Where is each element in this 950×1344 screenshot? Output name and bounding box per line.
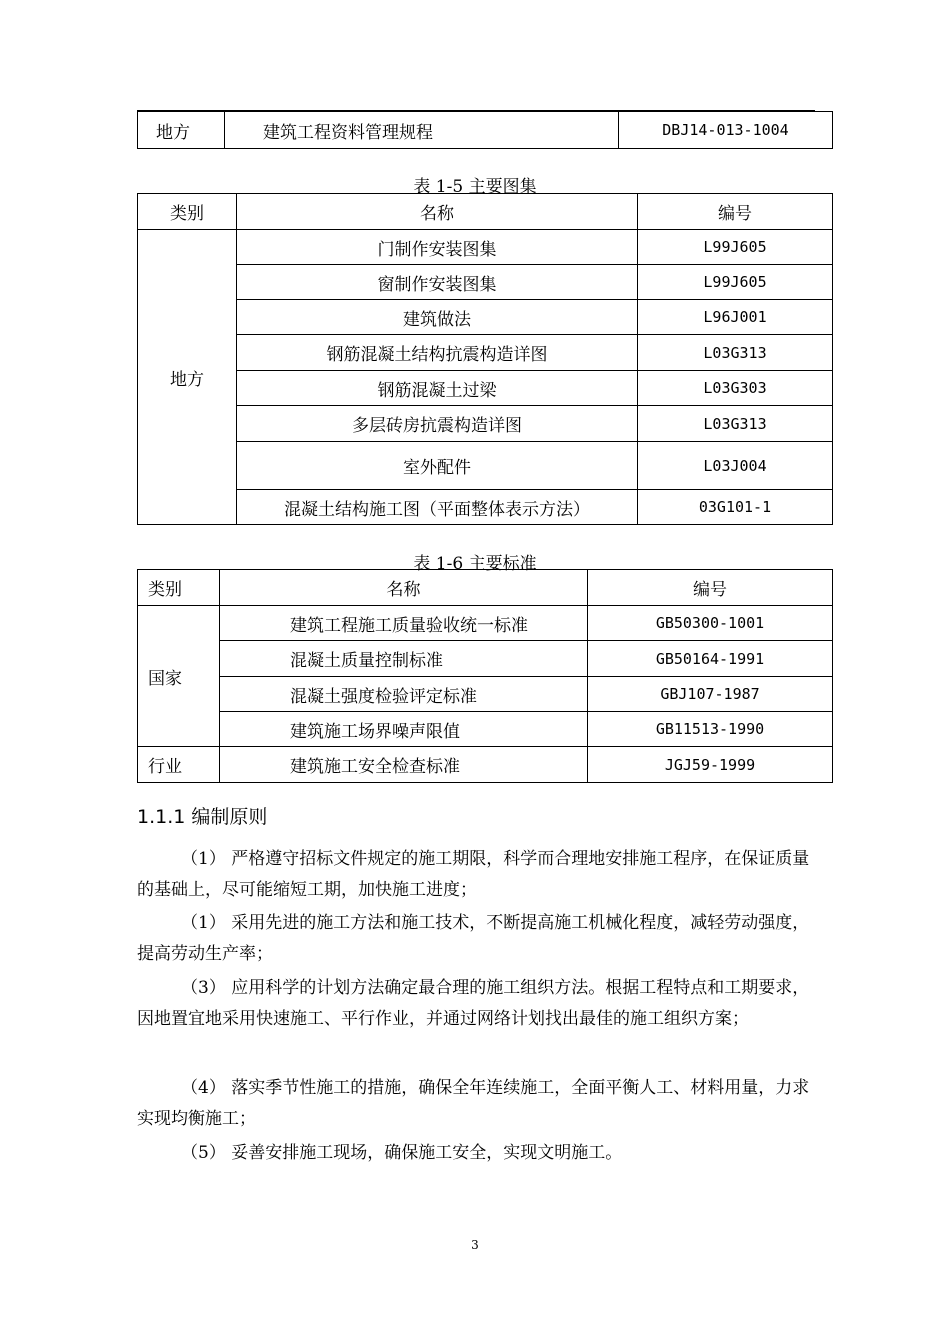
- cell-name: 钢筋混凝土过梁: [237, 371, 638, 406]
- cell-name: 多层砖房抗震构造详图: [237, 406, 638, 442]
- table-row: [138, 371, 833, 406]
- cell-name: 混凝土结构施工图（平面整体表示方法）: [237, 490, 638, 525]
- table-1-6: [137, 569, 833, 783]
- table-row: [138, 747, 833, 783]
- cell-category: 行业: [138, 747, 220, 783]
- cell-code: GB50164-1991: [588, 641, 833, 677]
- header-name: 名称: [220, 570, 588, 606]
- table-row: [138, 641, 833, 677]
- table-row: [138, 230, 833, 265]
- table-top: [137, 111, 833, 149]
- cell-code: GB50300-1001: [588, 606, 833, 641]
- table-row: [138, 490, 833, 525]
- cell-name: 建筑工程施工质量验收统一标准: [220, 606, 588, 641]
- cell-code: L03G303: [638, 371, 833, 406]
- cell-code: 03G101-1: [638, 490, 833, 525]
- table-row: [138, 406, 833, 442]
- table-row: [138, 442, 833, 490]
- cell-name: 混凝土强度检验评定标准: [220, 677, 588, 712]
- cell-category: 地方: [138, 230, 237, 525]
- cell-name: 门制作安装图集: [237, 230, 638, 265]
- paragraph: （5） 妥善安排施工现场，确保施工安全，实现文明施工。: [181, 1143, 623, 1163]
- paragraph: （3） 应用科学的计划方法确定最合理的施工组织方法。根据工程特点和工期要求，因地置宜地采用快速施工、平行作业，并通过网络计划找出最佳的施工组织方案；: [137, 978, 810, 1029]
- table-1-6-caption: 表 1-6 主要标准: [413, 554, 537, 574]
- cell-code: L96J001: [638, 300, 833, 335]
- paragraph: （4） 落实季节性施工的措施，确保全年连续施工，全面平衡人工、材料用量，力求实现均衡施工；: [137, 1078, 810, 1129]
- table-1-5-caption: 表 1-5 主要图集: [413, 177, 537, 197]
- cell-code: JGJ59-1999: [588, 747, 833, 783]
- cell-code: L99J605: [638, 230, 833, 265]
- cell-name: 建筑施工场界噪声限值: [220, 712, 588, 747]
- cell-code: L03J004: [638, 442, 833, 490]
- cell-code: DBJ14-013-1004: [619, 112, 833, 149]
- cell-category: 国家: [138, 606, 220, 747]
- table-header-row: [138, 194, 833, 230]
- table-row: [138, 335, 833, 371]
- header-category: 类别: [138, 194, 237, 230]
- cell-name: 混凝土质量控制标准: [220, 641, 588, 677]
- table-row: [138, 606, 833, 641]
- header-name: 名称: [237, 194, 638, 230]
- table-row: [138, 265, 833, 300]
- cell-name: 建筑施工安全检查标准: [220, 747, 588, 783]
- cell-category: 地方: [138, 112, 225, 149]
- header-category: 类别: [138, 570, 220, 606]
- table-header-row: [138, 570, 833, 606]
- page-number: 3: [471, 1238, 479, 1252]
- cell-code: GBJ107-1987: [588, 677, 833, 712]
- paragraph: （1） 严格遵守招标文件规定的施工期限，科学而合理地安排施工程序，在保证质量的基础上，尽可能缩短工期，加快施工进度；: [137, 849, 810, 900]
- cell-code: GB11513-1990: [588, 712, 833, 747]
- paragraph: （1） 采用先进的施工方法和施工技术，不断提高施工机械化程度，减轻劳动强度，提高劳动生产率；: [137, 913, 810, 964]
- cell-code: L99J605: [638, 265, 833, 300]
- table-row: [138, 300, 833, 335]
- header-code: 编号: [638, 194, 833, 230]
- cell-code: L03G313: [638, 406, 833, 442]
- cell-code: L03G313: [638, 335, 833, 371]
- header-code: 编号: [588, 570, 833, 606]
- section-heading: 1.1.1 编制原则: [137, 806, 268, 828]
- cell-name: 钢筋混凝土结构抗震构造详图: [237, 335, 638, 371]
- table-1-5: [137, 193, 833, 525]
- cell-name: 建筑工程资料管理规程: [225, 112, 619, 149]
- table-row: [138, 712, 833, 747]
- cell-name: 室外配件: [237, 442, 638, 490]
- cell-name: 窗制作安装图集: [237, 265, 638, 300]
- table-row: [138, 677, 833, 712]
- table-row: [138, 112, 833, 149]
- cell-name: 建筑做法: [237, 300, 638, 335]
